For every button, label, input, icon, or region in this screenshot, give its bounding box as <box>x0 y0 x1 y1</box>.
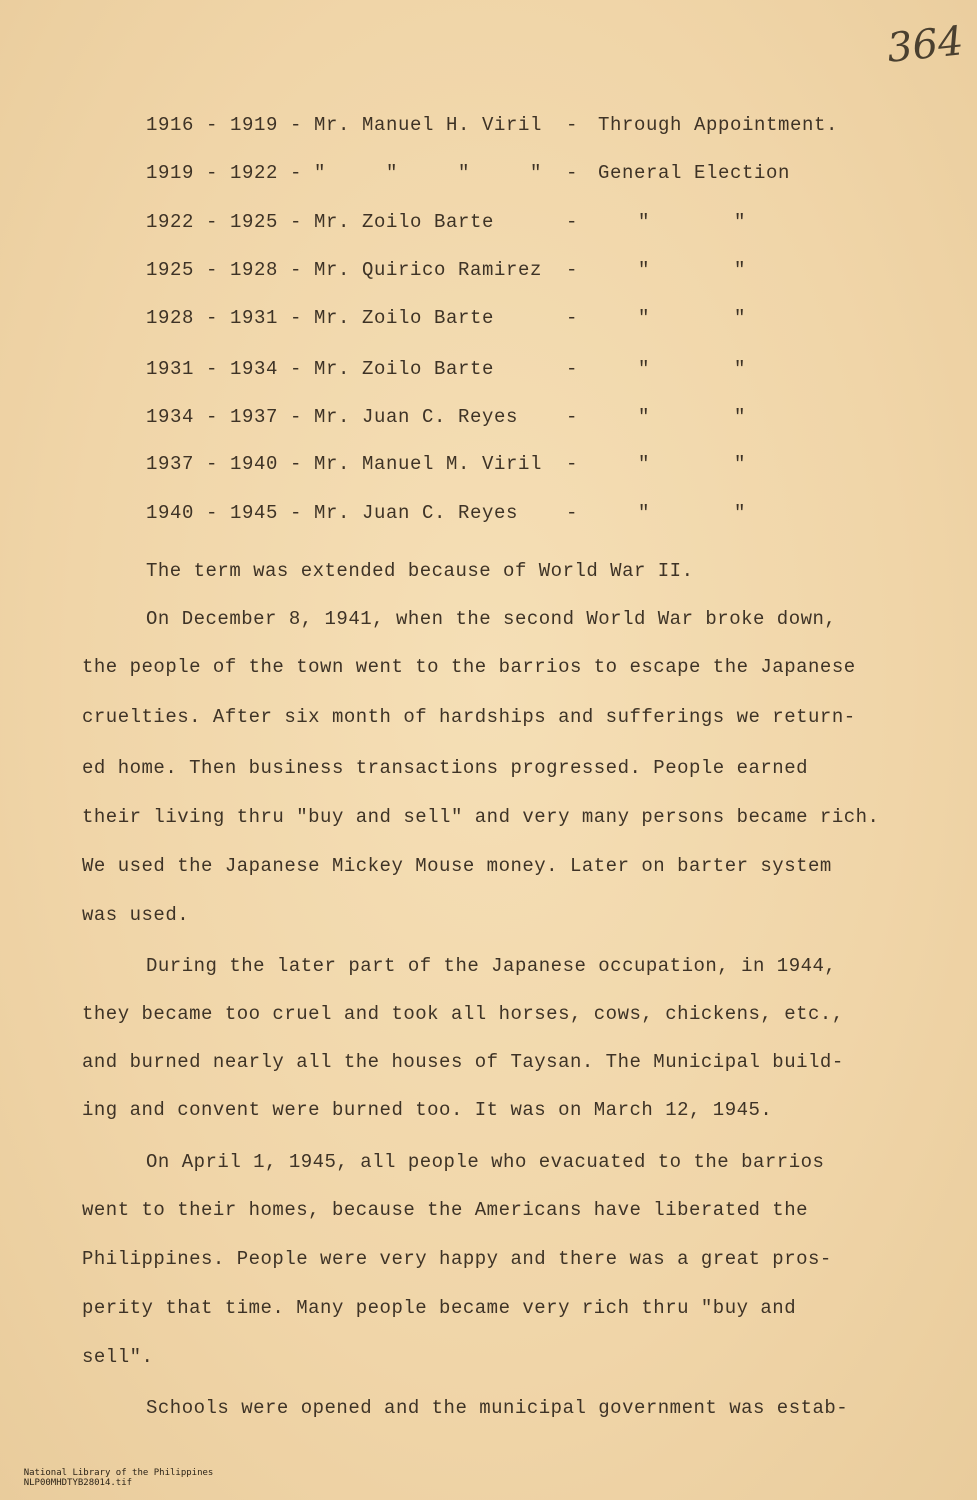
paragraph-line: the people of the town went to the barrios to escape the Japanese <box>82 656 856 678</box>
ditto-mark: " <box>734 211 747 233</box>
paragraph-line: Schools were opened and the municipal government was estab- <box>146 1397 849 1419</box>
term-dash: - <box>566 307 579 329</box>
term-method: Through Appointment. <box>598 114 839 136</box>
term-dash: - <box>566 358 579 380</box>
paragraph-line: went to their homes, because the Americans have liberated the <box>82 1199 809 1221</box>
ditto-mark: " <box>638 502 651 524</box>
ditto-mark: " <box>734 453 747 475</box>
paragraph-line: ing and convent were burned too. It was on March 12, 1945. <box>82 1099 773 1121</box>
paragraph-line: On December 8, 1941, when the second World War broke down, <box>146 608 837 630</box>
term-official: Mr. Juan C. Reyes <box>314 406 519 428</box>
paragraph-line: their living thru "buy and sell" and very many persons became rich. <box>82 806 880 828</box>
ditto-mark: " <box>638 259 651 281</box>
term-dash: - <box>566 114 579 136</box>
term-official: Mr. Zoilo Barte <box>314 211 495 233</box>
term-dash: - <box>566 162 579 184</box>
ditto-mark: " <box>734 406 747 428</box>
term-years: 1922 - 1925 - <box>146 211 303 233</box>
term-years: 1925 - 1928 - <box>146 259 303 281</box>
term-years: 1919 - 1922 - <box>146 162 303 184</box>
footer-library: National Library of the Philippines <box>23 1468 214 1478</box>
ditto-mark: " <box>734 502 747 524</box>
scan-footer <box>2 1458 243 1498</box>
ditto-mark: " <box>734 259 747 281</box>
term-years: 1916 - 1919 - <box>146 114 303 136</box>
ditto-mark: " <box>638 307 651 329</box>
term-official: Mr. Zoilo Barte <box>314 358 495 380</box>
paragraph-line: We used the Japanese Mickey Mouse money. Later on barter system <box>82 855 832 877</box>
paragraph-line: ed home. Then business transactions progressed. People earned <box>82 757 809 779</box>
ditto-mark: " <box>734 307 747 329</box>
term-official: Mr. Manuel M. Viril <box>314 453 543 475</box>
term-years: 1940 - 1945 - <box>146 502 303 524</box>
paragraph-line: Philippines. People were very happy and there was a great pros- <box>82 1248 832 1270</box>
paragraph-line: During the later part of the Japanese occupation, in 1944, <box>146 955 837 977</box>
term-years: 1937 - 1940 - <box>146 453 303 475</box>
paragraph-line: perity that time. Many people became very rich thru "buy and <box>82 1297 797 1319</box>
ditto-mark: " <box>638 358 651 380</box>
term-dash: - <box>566 211 579 233</box>
paragraph-line: was used. <box>82 904 190 926</box>
paragraph-line: sell". <box>82 1346 154 1368</box>
term-years: 1928 - 1931 - <box>146 307 303 329</box>
term-dash: - <box>566 453 579 475</box>
page-number: 364 <box>884 18 966 72</box>
term-dash: - <box>566 502 579 524</box>
term-official: Mr. Zoilo Barte <box>314 307 495 329</box>
term-years: 1934 - 1937 - <box>146 406 303 428</box>
paragraph-line: and burned nearly all the houses of Taysan. The Municipal build- <box>82 1051 844 1073</box>
paragraph-line: On April 1, 1945, all people who evacuated to the barrios <box>146 1151 825 1173</box>
term-years: 1931 - 1934 - <box>146 358 303 380</box>
ditto-mark: " <box>638 453 651 475</box>
ditto-mark: " <box>734 358 747 380</box>
paragraph-line: they became too cruel and took all horses, cows, chickens, etc., <box>82 1003 844 1025</box>
term-method: General Election <box>598 162 791 184</box>
footer-filename: NLP00MHDTYB28014.tif <box>23 1478 133 1488</box>
term-official: Mr. Quirico Ramirez <box>314 259 543 281</box>
term-official: " " " " <box>314 162 543 184</box>
term-official: Mr. Juan C. Reyes <box>314 502 519 524</box>
term-dash: - <box>566 406 579 428</box>
paragraph-line: The term was extended because of World War II. <box>146 560 694 582</box>
term-official: Mr. Manuel H. Viril <box>314 114 543 136</box>
ditto-mark: " <box>638 211 651 233</box>
term-dash: - <box>566 259 579 281</box>
paragraph-line: cruelties. After six month of hardships and sufferings we return- <box>82 706 856 728</box>
ditto-mark: " <box>638 406 651 428</box>
